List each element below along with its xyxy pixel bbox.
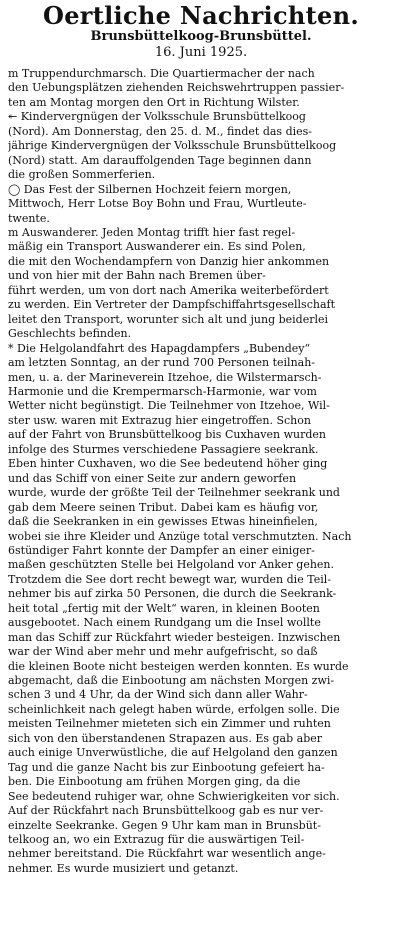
- text-line: Eben hinter Cuxhaven, wo die See bedeutend höher ging: [8, 457, 328, 471]
- text-line: Auf der Rückfahrt nach Brunsbüttelkoog gab es nur ver-: [8, 804, 324, 818]
- text-line: Trotzdem die See dort recht bewegt war, wurden die Teil-: [8, 572, 331, 586]
- text-line: ten am Montag morgen den Ort in Richtung Wilster.: [8, 95, 300, 109]
- text-line: führt werden, um von dort nach Amerika weiterbefördert: [8, 283, 329, 297]
- text-line: scheinlichkeit nach gelegt haben würde, erfolgen solle. Die: [8, 702, 340, 716]
- text-line: wobei sie ihre Kleider und Anzüge total verschmutzten. Nach: [8, 529, 352, 543]
- text-line: Geschlechts befinden.: [8, 327, 132, 341]
- text-line: (Nord) statt. Am darauffolgenden Tage beginnen dann: [8, 153, 312, 167]
- text-line: jährige Kindervergnügen der Volksschule Brunsbüttelkoog: [8, 139, 337, 153]
- text-line: Wetter nicht begünstigt. Die Teilnehmer von Itzehoe, Wil-: [8, 399, 330, 413]
- text-line: daß die Seekranken in ein gewisses Etwas hineinfielen,: [8, 515, 318, 529]
- text-line: ◯ Das Fest der Silbernen Hochzeit feiern morgen,: [8, 182, 292, 196]
- text-line: nehmer bereitstand. Die Rückfahrt war wesentlich ange-: [8, 847, 326, 861]
- text-line: gab dem Meere seinen Tribut. Dabei kam es häufig vor,: [8, 500, 319, 514]
- text-line: maßen geschützten Stelle bei Helgoland vor Anker gehen.: [8, 558, 335, 572]
- text-line: heit total „fertig mit der Welt“ waren, in kleinen Booten: [8, 601, 320, 615]
- text-line: twente.: [8, 211, 50, 225]
- text-line: meisten Teilnehmer mieteten sich ein Zimmer und ruhten: [8, 717, 331, 731]
- issue-date: 16. Juni 1925.: [154, 45, 248, 60]
- text-line: See bedeutend ruhiger war, ohne Schwierigkeiten vor sich.: [8, 789, 340, 803]
- text-line: den Uebungsplätzen ziehenden Reichswehrtruppen passier-: [8, 81, 345, 95]
- text-line: nehmer. Es wurde musiziert und getanzt.: [8, 861, 239, 875]
- news-item: [8, 67, 394, 110]
- text-line: Mittwoch, Herr Lotse Boy Bohn und Frau, Wurtleute-: [8, 197, 307, 211]
- section-subtitle: Brunsbüttelkoog-Brunsbüttel.: [90, 29, 312, 44]
- text-line: wurde, wurde der größte Teil der Teilnehmer seekrank und: [8, 486, 340, 500]
- news-item: [8, 183, 394, 226]
- text-line: infolge des Sturmes verschiedene Passagiere seekrank.: [8, 442, 319, 456]
- text-line: am letzten Sonntag, an der rund 700 Personen teilnah-: [8, 356, 316, 370]
- text-line: * Die Helgolandfahrt des Hapagdampfers „Bubendey“: [8, 341, 311, 355]
- text-line: telkoog an, wo ein Extrazug für die auswärtigen Teil-: [8, 833, 305, 847]
- text-line: ↞ Kindervergnügen der Volksschule Brunsbüttelkoog: [8, 110, 306, 124]
- text-line: (Nord). Am Donnerstag, den 25. d. M., findet das dies-: [8, 124, 313, 138]
- news-item: [8, 226, 394, 342]
- text-line: und von hier mit der Bahn nach Bremen über-: [8, 269, 266, 283]
- text-line: schen 3 und 4 Uhr, da der Wind sich dann aller Wahr-: [8, 688, 308, 702]
- text-line: Tag und die ganze Nacht bis zur Einbootung gefeiert ha-: [8, 760, 325, 774]
- text-line: die kleinen Boote nicht besteigen werden konnten. Es wurde: [8, 659, 349, 673]
- text-line: zu werden. Ein Vertreter der Dampfschiffahrtsgesellschaft: [8, 298, 335, 312]
- article-body: [8, 67, 394, 876]
- text-line: und das Schiff von einer Seite zur andern geworfen: [8, 471, 297, 485]
- text-line: mäßig ein Transport Auswanderer ein. Es sind Polen,: [8, 240, 306, 254]
- text-line: 6stündiger Fahrt konnte der Dampfer an einer einiger-: [8, 543, 315, 557]
- text-line: war der Wind aber mehr und mehr aufgefrischt, so daß: [8, 645, 318, 659]
- news-item: [8, 110, 394, 182]
- text-line: m Truppendurchmarsch. Die Quartiermacher der nach: [8, 67, 315, 80]
- text-line: auch einige Unverwüstliche, die auf Helgoland den ganzen: [8, 746, 338, 760]
- text-line: die großen Sommerferien.: [8, 168, 156, 182]
- text-line: leitet den Transport, worunter sich alt und jung beiderlei: [8, 312, 329, 326]
- text-line: auf der Fahrt von Brunsbüttelkoog bis Cuxhaven wurden: [8, 428, 326, 442]
- masthead: [8, 2, 394, 61]
- section-title: Oertliche Nachrichten.: [43, 1, 359, 30]
- text-line: nehmer bis auf zirka 50 Personen, die durch die Seekrank-: [8, 587, 337, 601]
- text-line: ausgebootet. Nach einem Rundgang um die Insel wollte: [8, 616, 321, 630]
- text-line: sich von den überstandenen Strapazen aus. Es gab aber: [8, 731, 322, 745]
- text-line: ster usw. waren mit Extrazug hier eingetroffen. Schon: [8, 413, 311, 427]
- text-line: abgemacht, daß die Einbootung am nächsten Morgen zwi-: [8, 674, 335, 688]
- text-line: einzelte Seekranke. Gegen 9 Uhr kam man in Brunsbüt-: [8, 818, 321, 832]
- text-line: ben. Die Einbootung am frühen Morgen ging, da die: [8, 775, 301, 789]
- text-line: Harmonie und die Krempermarsch-Harmonie, war vom: [8, 384, 317, 398]
- text-line: men, u. a. der Marineverein Itzehoe, die Wilstermarsch-: [8, 370, 322, 384]
- text-line: die mit den Wochendampfern von Danzig hier ankommen: [8, 254, 330, 268]
- text-line: man das Schiff zur Rückfahrt wieder besteigen. Inzwischen: [8, 630, 341, 644]
- text-line: m Auswanderer. Jeden Montag trifft hier fast regel-: [8, 225, 296, 239]
- news-item: [8, 342, 394, 877]
